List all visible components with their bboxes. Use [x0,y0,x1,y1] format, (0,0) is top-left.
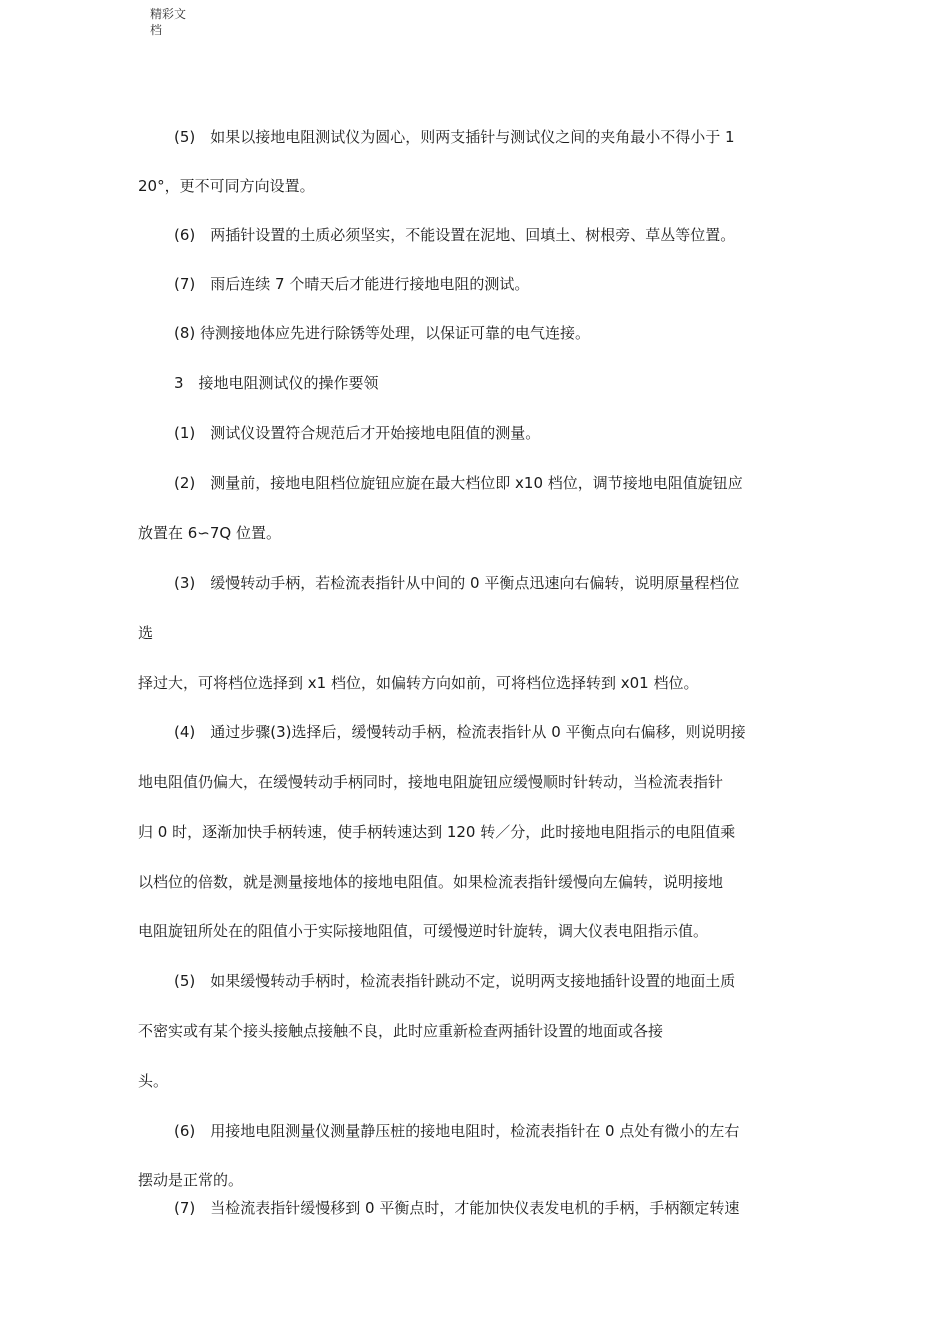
paragraph-line: 放置在 6∽7Q 位置。 [138,524,281,542]
section-heading: 3 接地电阻测试仪的操作要领 [174,374,379,392]
paragraph-line: (1) 测试仪设置符合规范后才开始接地电阻值的测量。 [174,424,541,442]
paragraph-line: 不密实或有某个接头接触点接触不良，此时应重新检查两插针设置的地面或各接 [138,1022,664,1040]
paragraph-line: (5) 如果以接地电阻测试仪为圆心，则两支插针与测试仪之间的夹角最小不得小于 1 [174,128,735,146]
paragraph-line: (2) 测量前，接地电阻档位旋钮应旋在最大档位即 x10 档位，调节接地电阻值旋钮应 [174,474,743,492]
header-line-1: 精彩文 [150,7,187,21]
paragraph-line: (6) 用接地电阻测量仪测量静压桩的接地电阻时，检流表指针在 0 点处有微小的左右 [174,1122,740,1140]
paragraph-line: 摆动是正常的。 [138,1171,244,1189]
paragraph-line: (7) 雨后连续 7 个晴天后才能进行接地电阻的测试。 [174,275,530,293]
paragraph-line: (3) 缓慢转动手柄，若检流表指针从中间的 0 平衡点迅速向右偏转，说明原量程档位 [174,574,740,592]
paragraph-line: 头。 [138,1072,169,1090]
paragraph-line: (6) 两插针设置的土质必须坚实，不能设置在泥地、回填土、树根旁、草丛等位置。 [174,226,736,244]
page-header [150,6,210,38]
paragraph-line: (8) 待测接地体应先进行除锈等处理，以保证可靠的电气连接。 [174,324,591,342]
paragraph-line: 择过大，可将档位选择到 x1 档位，如偏转方向如前，可将档位选择转到 x01 档位。 [138,674,699,692]
paragraph-line: (4) 通过步骤(3)选择后，缓慢转动手柄，检流表指针从 0 平衡点向右偏移，则说明接 [174,723,746,741]
paragraph-line: 电阻旋钮所处在的阻值小于实际接地阻值，可缓慢逆时针旋转，调大仪表电阻指示值。 [138,922,709,940]
paragraph-line: 以档位的倍数，就是测量接地体的接地电阻值。如果检流表指针缓慢向左偏转，说明接地 [138,873,724,891]
paragraph-line: 地电阻值仍偏大，在缓慢转动手柄同时，接地电阻旋钮应缓慢顺时针转动，当检流表指针 [138,773,724,791]
header-line-2: 档 [150,23,163,37]
paragraph-line: 20°，更不可同方向设置。 [138,177,315,195]
paragraph-line: 归 0 时，逐渐加快手柄转速，使手柄转速达到 120 转／分，此时接地电阻指示的电阻值乘 [138,823,736,841]
paragraph-line: 选 [138,624,154,642]
paragraph-line: (5) 如果缓慢转动手柄时，检流表指针跳动不定，说明两支接地插针设置的地面土质 [174,972,736,990]
paragraph-line: (7) 当检流表指针缓慢移到 0 平衡点时，才能加快仪表发电机的手柄，手柄额定转速 [174,1199,740,1217]
